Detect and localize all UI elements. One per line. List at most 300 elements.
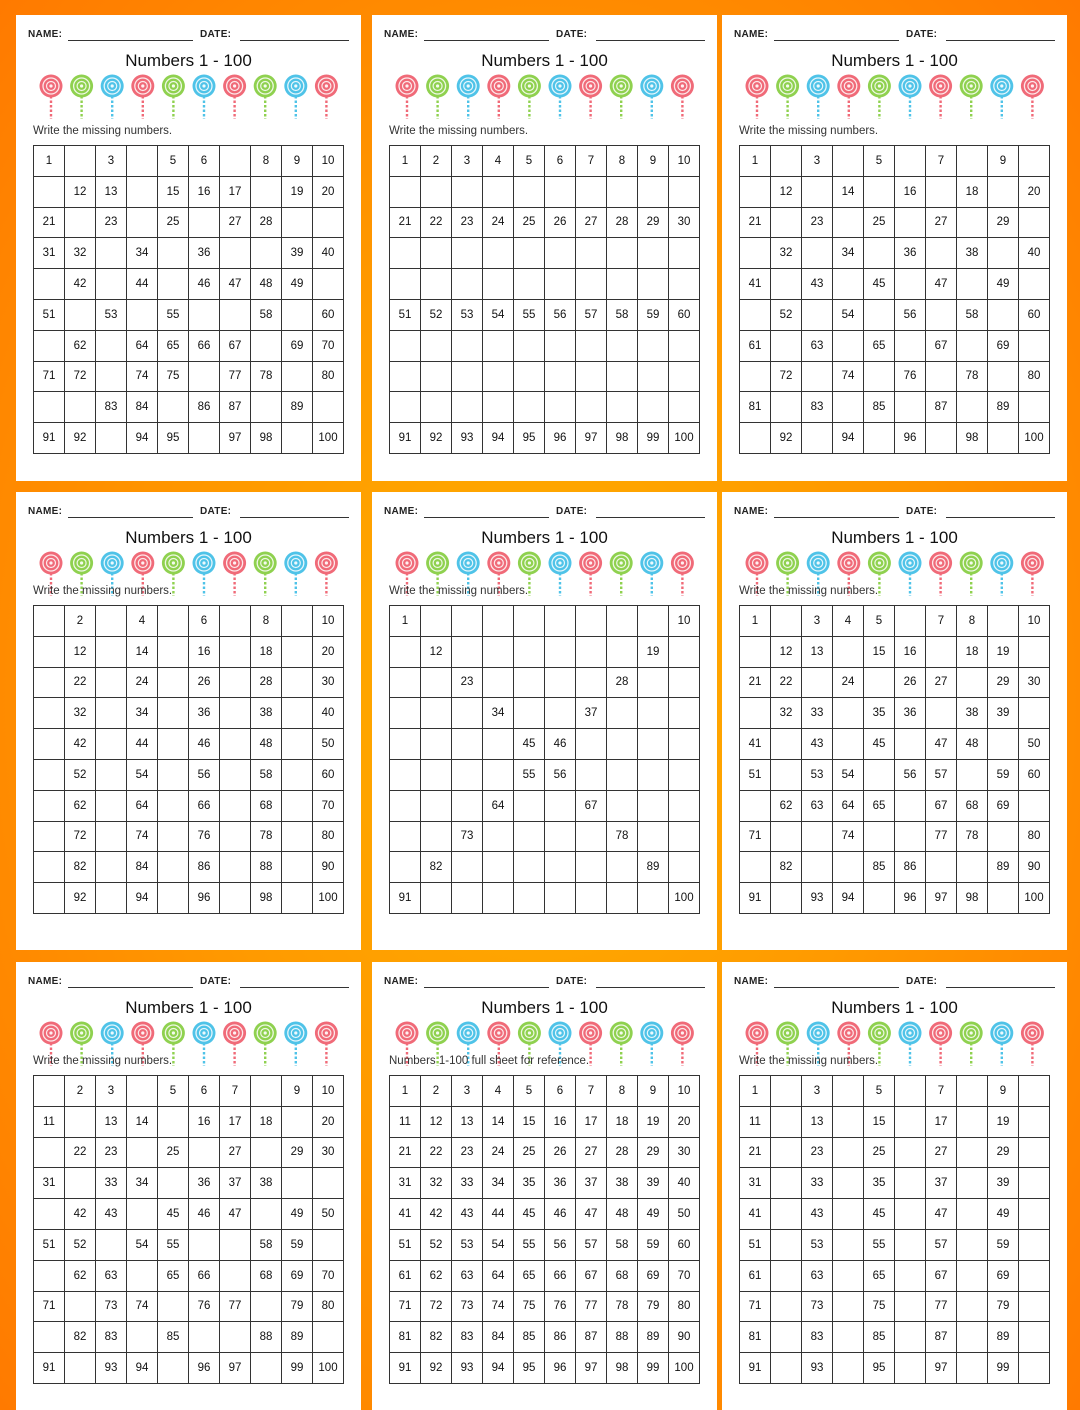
grid-cell[interactable] — [638, 698, 669, 729]
grid-cell[interactable] — [1019, 1199, 1050, 1230]
grid-cell[interactable] — [895, 1199, 926, 1230]
grid-cell[interactable] — [514, 636, 545, 667]
grid-cell[interactable] — [895, 392, 926, 423]
date-line[interactable] — [596, 40, 705, 41]
grid-cell[interactable] — [65, 1291, 96, 1322]
grid-cell[interactable] — [740, 636, 771, 667]
grid-cell[interactable] — [957, 207, 988, 238]
grid-cell[interactable] — [96, 821, 127, 852]
grid-cell[interactable] — [96, 330, 127, 361]
grid-cell[interactable] — [957, 269, 988, 300]
date-line[interactable] — [240, 40, 349, 41]
grid-cell[interactable] — [576, 667, 607, 698]
grid-cell[interactable] — [282, 636, 313, 667]
grid-cell[interactable] — [452, 361, 483, 392]
grid-cell[interactable] — [607, 852, 638, 883]
grid-cell[interactable] — [313, 392, 344, 423]
grid-cell[interactable] — [421, 269, 452, 300]
grid-cell[interactable] — [740, 238, 771, 269]
grid-cell[interactable] — [957, 852, 988, 883]
grid-cell[interactable] — [421, 698, 452, 729]
grid-cell[interactable] — [220, 790, 251, 821]
grid-cell[interactable] — [514, 176, 545, 207]
grid-cell[interactable] — [1019, 269, 1050, 300]
grid-cell[interactable] — [771, 330, 802, 361]
grid-cell[interactable] — [282, 759, 313, 790]
grid-cell[interactable] — [771, 821, 802, 852]
grid-cell[interactable] — [864, 176, 895, 207]
grid-cell[interactable] — [282, 667, 313, 698]
grid-cell[interactable] — [638, 392, 669, 423]
grid-cell[interactable] — [313, 1229, 344, 1260]
grid-cell[interactable] — [864, 821, 895, 852]
grid-cell[interactable] — [483, 606, 514, 637]
grid-cell[interactable] — [771, 1199, 802, 1230]
grid-cell[interactable] — [483, 269, 514, 300]
grid-cell[interactable] — [988, 821, 1019, 852]
grid-cell[interactable] — [607, 330, 638, 361]
grid-cell[interactable] — [833, 207, 864, 238]
grid-cell[interactable] — [895, 207, 926, 238]
grid-cell[interactable] — [158, 1291, 189, 1322]
grid-cell[interactable] — [483, 667, 514, 698]
grid-cell[interactable] — [483, 729, 514, 760]
grid-cell[interactable] — [483, 392, 514, 423]
grid-cell[interactable] — [34, 392, 65, 423]
grid-cell[interactable] — [545, 636, 576, 667]
grid-cell[interactable] — [34, 852, 65, 883]
date-line[interactable] — [596, 987, 705, 988]
grid-cell[interactable] — [1019, 1322, 1050, 1353]
date-line[interactable] — [596, 517, 705, 518]
grid-cell[interactable] — [771, 392, 802, 423]
grid-cell[interactable] — [669, 821, 700, 852]
grid-cell[interactable] — [771, 1322, 802, 1353]
grid-cell[interactable] — [638, 667, 669, 698]
grid-cell[interactable] — [96, 729, 127, 760]
grid-cell[interactable] — [895, 1291, 926, 1322]
grid-cell[interactable] — [771, 1076, 802, 1107]
grid-cell[interactable] — [514, 698, 545, 729]
grid-cell[interactable] — [483, 821, 514, 852]
grid-cell[interactable] — [158, 698, 189, 729]
grid-cell[interactable] — [802, 299, 833, 330]
grid-cell[interactable] — [514, 330, 545, 361]
grid-cell[interactable] — [833, 1291, 864, 1322]
grid-cell[interactable] — [158, 729, 189, 760]
grid-cell[interactable] — [65, 299, 96, 330]
grid-cell[interactable] — [421, 667, 452, 698]
grid-cell[interactable] — [638, 821, 669, 852]
grid-cell[interactable] — [833, 1168, 864, 1199]
grid-cell[interactable] — [669, 759, 700, 790]
grid-cell[interactable] — [96, 1229, 127, 1260]
grid-cell[interactable] — [607, 176, 638, 207]
grid-cell[interactable] — [220, 299, 251, 330]
grid-cell[interactable] — [957, 1322, 988, 1353]
grid-cell[interactable] — [452, 883, 483, 914]
grid-cell[interactable] — [189, 207, 220, 238]
grid-cell[interactable] — [740, 361, 771, 392]
grid-cell[interactable] — [802, 176, 833, 207]
grid-cell[interactable] — [65, 1106, 96, 1137]
grid-cell[interactable] — [576, 852, 607, 883]
grid-cell[interactable] — [607, 636, 638, 667]
grid-cell[interactable] — [483, 238, 514, 269]
grid-cell[interactable] — [576, 606, 607, 637]
grid-cell[interactable] — [833, 269, 864, 300]
grid-cell[interactable] — [1019, 636, 1050, 667]
grid-cell[interactable] — [864, 238, 895, 269]
grid-cell[interactable] — [607, 729, 638, 760]
grid-cell[interactable] — [96, 883, 127, 914]
grid-cell[interactable] — [251, 238, 282, 269]
grid-cell[interactable] — [158, 238, 189, 269]
grid-cell[interactable] — [251, 176, 282, 207]
grid-cell[interactable] — [282, 423, 313, 454]
grid-cell[interactable] — [220, 883, 251, 914]
grid-cell[interactable] — [282, 299, 313, 330]
grid-cell[interactable] — [895, 1229, 926, 1260]
grid-cell[interactable] — [1019, 1291, 1050, 1322]
grid-cell[interactable] — [452, 330, 483, 361]
grid-cell[interactable] — [483, 636, 514, 667]
grid-cell[interactable] — [740, 423, 771, 454]
grid-cell[interactable] — [895, 729, 926, 760]
grid-cell[interactable] — [313, 207, 344, 238]
grid-cell[interactable] — [1019, 1137, 1050, 1168]
grid-cell[interactable] — [1019, 1229, 1050, 1260]
grid-cell[interactable] — [833, 698, 864, 729]
grid-cell[interactable] — [220, 1260, 251, 1291]
grid-cell[interactable] — [576, 821, 607, 852]
grid-cell[interactable] — [158, 606, 189, 637]
grid-cell[interactable] — [514, 361, 545, 392]
grid-cell[interactable] — [895, 1106, 926, 1137]
grid-cell[interactable] — [802, 821, 833, 852]
grid-cell[interactable] — [34, 1199, 65, 1230]
grid-cell[interactable] — [1019, 1168, 1050, 1199]
grid-cell[interactable] — [483, 176, 514, 207]
grid-cell[interactable] — [96, 636, 127, 667]
grid-cell[interactable] — [421, 606, 452, 637]
name-line[interactable] — [424, 987, 549, 988]
grid-cell[interactable] — [607, 759, 638, 790]
grid-cell[interactable] — [34, 821, 65, 852]
grid-cell[interactable] — [607, 883, 638, 914]
grid-cell[interactable] — [34, 606, 65, 637]
grid-cell[interactable] — [545, 821, 576, 852]
grid-cell[interactable] — [833, 852, 864, 883]
grid-cell[interactable] — [514, 667, 545, 698]
grid-cell[interactable] — [452, 759, 483, 790]
grid-cell[interactable] — [127, 1260, 158, 1291]
grid-cell[interactable] — [514, 238, 545, 269]
grid-cell[interactable] — [926, 698, 957, 729]
grid-cell[interactable] — [96, 790, 127, 821]
grid-cell[interactable] — [1019, 330, 1050, 361]
grid-cell[interactable] — [282, 821, 313, 852]
grid-cell[interactable] — [864, 883, 895, 914]
grid-cell[interactable] — [251, 1137, 282, 1168]
grid-cell[interactable] — [220, 821, 251, 852]
grid-cell[interactable] — [421, 176, 452, 207]
grid-cell[interactable] — [576, 176, 607, 207]
grid-cell[interactable] — [251, 330, 282, 361]
grid-cell[interactable] — [390, 852, 421, 883]
grid-cell[interactable] — [158, 821, 189, 852]
grid-cell[interactable] — [833, 729, 864, 760]
grid-cell[interactable] — [34, 790, 65, 821]
grid-cell[interactable] — [833, 146, 864, 177]
grid-cell[interactable] — [895, 790, 926, 821]
name-line[interactable] — [774, 987, 899, 988]
grid-cell[interactable] — [421, 883, 452, 914]
grid-cell[interactable] — [545, 238, 576, 269]
grid-cell[interactable] — [96, 269, 127, 300]
grid-cell[interactable] — [483, 759, 514, 790]
grid-cell[interactable] — [988, 361, 1019, 392]
grid-cell[interactable] — [1019, 1076, 1050, 1107]
grid-cell[interactable] — [390, 238, 421, 269]
grid-cell[interactable] — [220, 667, 251, 698]
grid-cell[interactable] — [607, 790, 638, 821]
grid-cell[interactable] — [988, 883, 1019, 914]
grid-cell[interactable] — [957, 1229, 988, 1260]
grid-cell[interactable] — [452, 269, 483, 300]
grid-cell[interactable] — [957, 1353, 988, 1384]
grid-cell[interactable] — [34, 729, 65, 760]
grid-cell[interactable] — [864, 759, 895, 790]
grid-cell[interactable] — [957, 667, 988, 698]
grid-cell[interactable] — [34, 759, 65, 790]
grid-cell[interactable] — [638, 606, 669, 637]
grid-cell[interactable] — [895, 1322, 926, 1353]
grid-cell[interactable] — [189, 299, 220, 330]
grid-cell[interactable] — [926, 238, 957, 269]
grid-cell[interactable] — [833, 1076, 864, 1107]
grid-cell[interactable] — [957, 1106, 988, 1137]
grid-cell[interactable] — [1019, 698, 1050, 729]
grid-cell[interactable] — [771, 883, 802, 914]
grid-cell[interactable] — [514, 852, 545, 883]
grid-cell[interactable] — [957, 1076, 988, 1107]
grid-cell[interactable] — [421, 821, 452, 852]
grid-cell[interactable] — [483, 852, 514, 883]
grid-cell[interactable] — [669, 729, 700, 760]
grid-cell[interactable] — [34, 176, 65, 207]
grid-cell[interactable] — [1019, 392, 1050, 423]
grid-cell[interactable] — [189, 361, 220, 392]
grid-cell[interactable] — [452, 790, 483, 821]
grid-cell[interactable] — [220, 729, 251, 760]
grid-cell[interactable] — [545, 790, 576, 821]
grid-cell[interactable] — [282, 606, 313, 637]
grid-cell[interactable] — [545, 852, 576, 883]
grid-cell[interactable] — [926, 299, 957, 330]
grid-cell[interactable] — [771, 1353, 802, 1384]
grid-cell[interactable] — [669, 238, 700, 269]
grid-cell[interactable] — [957, 330, 988, 361]
grid-cell[interactable] — [895, 1137, 926, 1168]
grid-cell[interactable] — [282, 361, 313, 392]
grid-cell[interactable] — [895, 606, 926, 637]
grid-cell[interactable] — [313, 1168, 344, 1199]
grid-cell[interactable] — [926, 361, 957, 392]
grid-cell[interactable] — [514, 883, 545, 914]
grid-cell[interactable] — [390, 667, 421, 698]
grid-cell[interactable] — [421, 330, 452, 361]
grid-cell[interactable] — [802, 852, 833, 883]
grid-cell[interactable] — [127, 207, 158, 238]
name-line[interactable] — [68, 987, 193, 988]
grid-cell[interactable] — [545, 606, 576, 637]
grid-cell[interactable] — [895, 146, 926, 177]
grid-cell[interactable] — [895, 1260, 926, 1291]
grid-cell[interactable] — [390, 636, 421, 667]
grid-cell[interactable] — [158, 636, 189, 667]
grid-cell[interactable] — [1019, 790, 1050, 821]
grid-cell[interactable] — [669, 361, 700, 392]
grid-cell[interactable] — [34, 1137, 65, 1168]
grid-cell[interactable] — [96, 361, 127, 392]
grid-cell[interactable] — [96, 423, 127, 454]
grid-cell[interactable] — [576, 361, 607, 392]
grid-cell[interactable] — [96, 667, 127, 698]
grid-cell[interactable] — [421, 759, 452, 790]
grid-cell[interactable] — [127, 299, 158, 330]
name-line[interactable] — [68, 517, 193, 518]
grid-cell[interactable] — [926, 176, 957, 207]
grid-cell[interactable] — [189, 1229, 220, 1260]
date-line[interactable] — [946, 987, 1055, 988]
grid-cell[interactable] — [65, 1168, 96, 1199]
grid-cell[interactable] — [895, 1168, 926, 1199]
grid-cell[interactable] — [833, 1353, 864, 1384]
grid-cell[interactable] — [1019, 1260, 1050, 1291]
grid-cell[interactable] — [669, 330, 700, 361]
grid-cell[interactable] — [1019, 1106, 1050, 1137]
grid-cell[interactable] — [957, 1168, 988, 1199]
grid-cell[interactable] — [390, 759, 421, 790]
grid-cell[interactable] — [576, 636, 607, 667]
grid-cell[interactable] — [127, 146, 158, 177]
grid-cell[interactable] — [127, 1322, 158, 1353]
grid-cell[interactable] — [251, 392, 282, 423]
grid-cell[interactable] — [65, 1353, 96, 1384]
grid-cell[interactable] — [452, 698, 483, 729]
grid-cell[interactable] — [638, 269, 669, 300]
grid-cell[interactable] — [1019, 146, 1050, 177]
grid-cell[interactable] — [771, 269, 802, 300]
grid-cell[interactable] — [957, 1260, 988, 1291]
grid-cell[interactable] — [864, 299, 895, 330]
grid-cell[interactable] — [158, 790, 189, 821]
grid-cell[interactable] — [545, 330, 576, 361]
grid-cell[interactable] — [576, 729, 607, 760]
grid-cell[interactable] — [251, 1291, 282, 1322]
grid-cell[interactable] — [127, 1199, 158, 1230]
grid-cell[interactable] — [158, 759, 189, 790]
date-line[interactable] — [946, 40, 1055, 41]
grid-cell[interactable] — [669, 790, 700, 821]
grid-cell[interactable] — [545, 361, 576, 392]
grid-cell[interactable] — [864, 361, 895, 392]
grid-cell[interactable] — [957, 392, 988, 423]
grid-cell[interactable] — [669, 269, 700, 300]
grid-cell[interactable] — [282, 852, 313, 883]
grid-cell[interactable] — [514, 821, 545, 852]
grid-cell[interactable] — [833, 636, 864, 667]
grid-cell[interactable] — [638, 729, 669, 760]
grid-cell[interactable] — [189, 1322, 220, 1353]
grid-cell[interactable] — [576, 392, 607, 423]
grid-cell[interactable] — [313, 1322, 344, 1353]
grid-cell[interactable] — [158, 883, 189, 914]
grid-cell[interactable] — [65, 392, 96, 423]
grid-cell[interactable] — [421, 392, 452, 423]
grid-cell[interactable] — [895, 330, 926, 361]
grid-cell[interactable] — [802, 238, 833, 269]
grid-cell[interactable] — [607, 361, 638, 392]
grid-cell[interactable] — [740, 176, 771, 207]
grid-cell[interactable] — [833, 1199, 864, 1230]
grid-cell[interactable] — [607, 698, 638, 729]
grid-cell[interactable] — [483, 330, 514, 361]
grid-cell[interactable] — [669, 852, 700, 883]
grid-cell[interactable] — [638, 176, 669, 207]
grid-cell[interactable] — [740, 299, 771, 330]
grid-cell[interactable] — [158, 269, 189, 300]
grid-cell[interactable] — [189, 1137, 220, 1168]
date-line[interactable] — [946, 517, 1055, 518]
grid-cell[interactable] — [220, 146, 251, 177]
grid-cell[interactable] — [514, 606, 545, 637]
grid-cell[interactable] — [282, 1106, 313, 1137]
grid-cell[interactable] — [833, 1322, 864, 1353]
grid-cell[interactable] — [771, 146, 802, 177]
grid-cell[interactable] — [34, 1322, 65, 1353]
grid-cell[interactable] — [390, 698, 421, 729]
grid-cell[interactable] — [127, 1076, 158, 1107]
grid-cell[interactable] — [158, 1168, 189, 1199]
grid-cell[interactable] — [514, 392, 545, 423]
grid-cell[interactable] — [926, 636, 957, 667]
grid-cell[interactable] — [638, 790, 669, 821]
grid-cell[interactable] — [607, 606, 638, 637]
grid-cell[interactable] — [576, 883, 607, 914]
name-line[interactable] — [68, 40, 193, 41]
grid-cell[interactable] — [452, 606, 483, 637]
grid-cell[interactable] — [220, 852, 251, 883]
grid-cell[interactable] — [390, 330, 421, 361]
grid-cell[interactable] — [957, 146, 988, 177]
grid-cell[interactable] — [669, 392, 700, 423]
grid-cell[interactable] — [158, 1353, 189, 1384]
grid-cell[interactable] — [802, 667, 833, 698]
grid-cell[interactable] — [638, 759, 669, 790]
grid-cell[interactable] — [96, 852, 127, 883]
grid-cell[interactable] — [483, 361, 514, 392]
grid-cell[interactable] — [34, 667, 65, 698]
grid-cell[interactable] — [220, 636, 251, 667]
grid-cell[interactable] — [220, 1322, 251, 1353]
grid-cell[interactable] — [545, 269, 576, 300]
grid-cell[interactable] — [514, 269, 545, 300]
grid-cell[interactable] — [740, 698, 771, 729]
grid-cell[interactable] — [576, 238, 607, 269]
grid-cell[interactable] — [452, 176, 483, 207]
